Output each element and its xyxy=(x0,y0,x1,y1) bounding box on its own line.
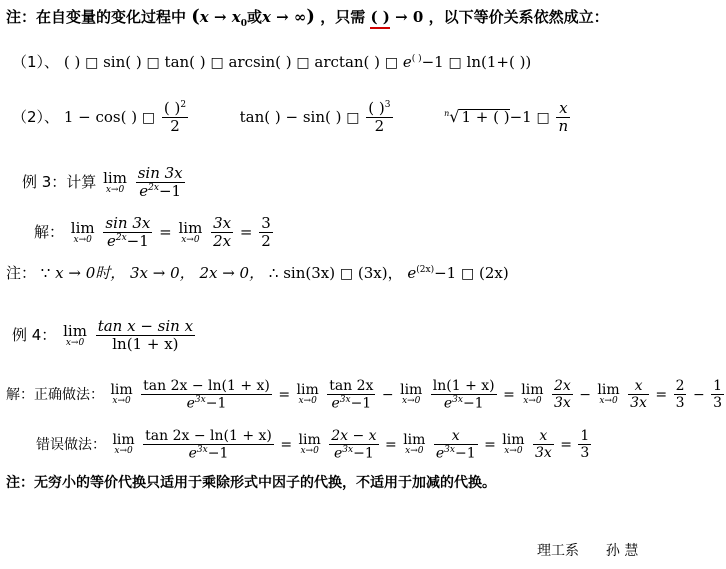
footer-author: 孙 慧 xyxy=(605,543,639,559)
blank-underlined: ( ) xyxy=(370,8,389,29)
item-2: （2）、 1 − cos( ) □ $\frac{( )^2}{2}$ tan( ) − sin( ) □ $\frac{( )^3}{2}$ $^n$√ 1 + ( )−1 □ $\frac{x}{n}$ xyxy=(12,99,569,136)
footer-dept: 理工系 xyxy=(537,543,579,559)
example-3: 例 3：计算 lim x→0 $\frac{\sin 3x}{e^{2x}-1}$ xyxy=(22,164,183,201)
frac-sq-over-2: $\frac{( )^2}{2}$ xyxy=(163,99,187,136)
cond1: x → x xyxy=(199,8,241,26)
solution-3: 解： lim x→0 $\frac{\sin 3x}{e^{2x}-1}$ = lim x→0 $\frac{3x}{2x}$ = $\frac{3}{2}$ xyxy=(34,214,271,251)
note-top: 注：在自变量的变化过程中 ($x \to x_0$或x → ∞) ，只需 ( ) → 0 ，以下等价关系依然成立： xyxy=(6,6,609,29)
frac-cube-over-2: $\frac{( )^3}{2}$ xyxy=(368,99,391,136)
note-mid: 注： ∵ x → 0时， 3x → 0， 2x → 0， ∴ sin(3x) □ (3x)， $e^{(2x)}-1$ □ (2x) xyxy=(6,264,509,282)
note-top-prefix: 注：在自变量的变化过程中 xyxy=(6,8,187,26)
frac-x-over-n: $\frac{x}{n}$ xyxy=(558,99,569,136)
solution-4-correct: 解：正确做法： lim x→0 $\frac{\tan 2x - \ln(1 + x)}{e^{3x}-1}$ = lim x→0 $\frac{\tan 2x}{e^{3x}-1}$ − lim x→0 $\frac{\ln(1 + x)}{e^{3x}-1}$ = lim x→0 $\frac{2x}{3x}$ − lim x→0 $\frac{x}{3x}$ = $\frac{2}{3}$ − $\frac{1}{3}$ xyxy=(6,378,723,412)
cond2: x → ∞ xyxy=(261,8,307,26)
example-4: 例 4： lim x→0 $\frac{\text{tan x − sin x}}{\ln(1 + x)}$ xyxy=(12,317,194,354)
item-1: （1）、 ( ) □ sin( ) □ tan( ) □ arcsin( ) □ arctan( ) □ e( )−1 □ ln(1+( )) xyxy=(12,53,532,71)
note-bottom: 注：无穷小的等价代换只适用于乘除形式中因子的代换，不适用于加减的代换。 xyxy=(6,475,496,491)
footer xyxy=(537,544,638,558)
solution-4-wrong: 错误做法： lim x→0 $\frac{\tan 2x - \ln(1 + x)}{e^{3x}-1}$ = lim x→0 $\frac{2x - x}{e^{3x}-1}$ = lim x→0 $\frac{x}{e^{3x}-1}$ = lim x→0 $\frac{x}{3x}$ = $\frac{1}{3}$ xyxy=(36,428,590,462)
